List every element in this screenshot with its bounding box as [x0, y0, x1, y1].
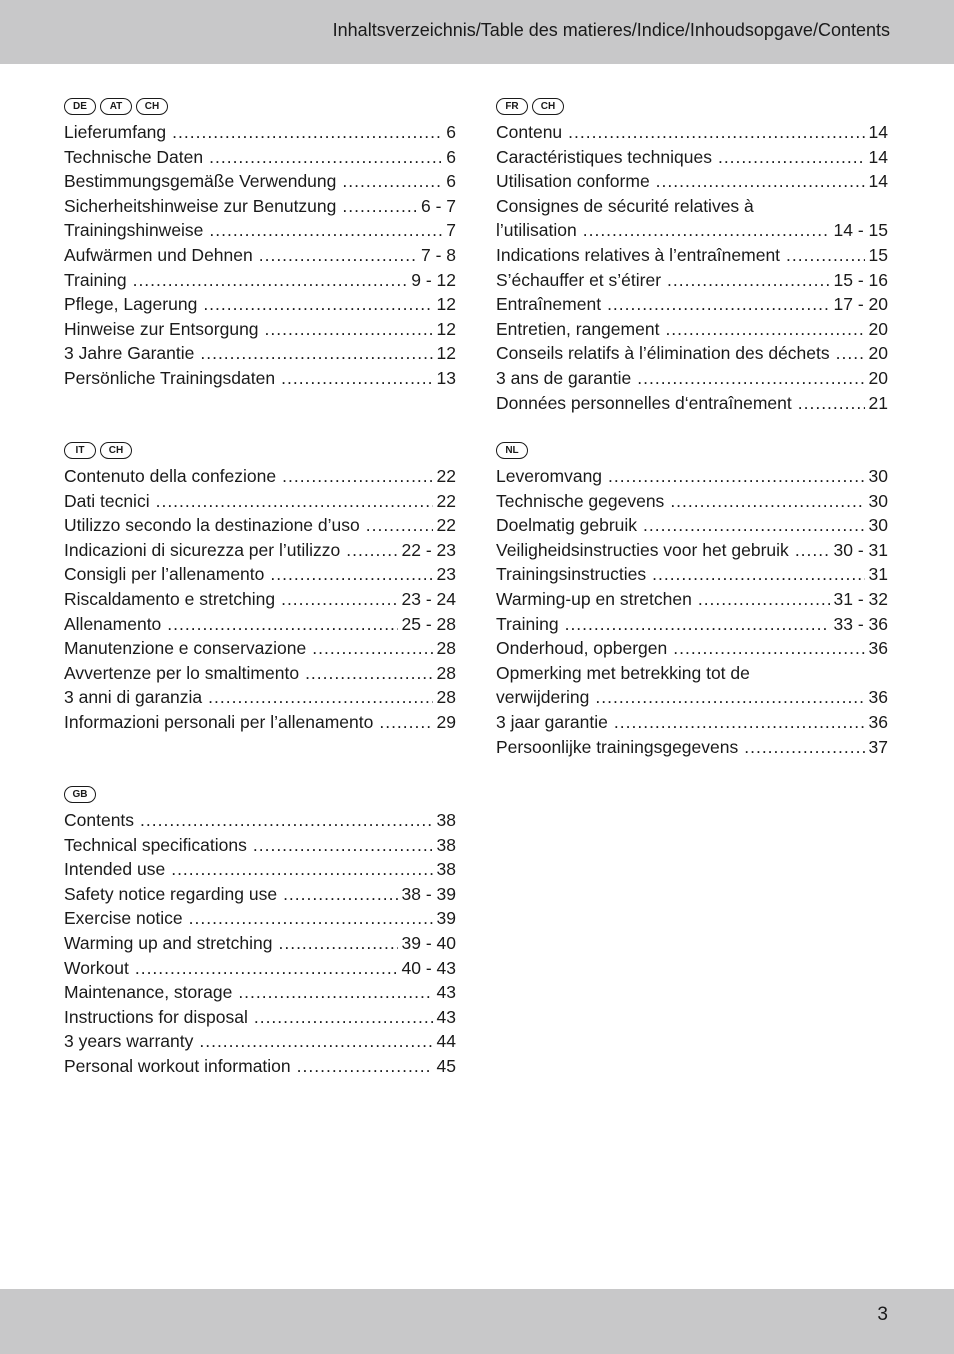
dot-leader — [259, 243, 417, 262]
toc-entry-page: 15 - 16 — [833, 269, 888, 290]
toc-section-fr — [496, 95, 888, 415]
toc-entry-label: Conseils relatifs à l’élimination des déchets — [496, 343, 830, 364]
toc-entry-page: 28 — [436, 662, 456, 683]
toc-list — [64, 808, 456, 1079]
toc-list — [64, 120, 456, 391]
toc-entry — [64, 489, 456, 514]
toc-entry-label: Utilisation conforme — [496, 171, 650, 192]
toc-entry-label: Avvertenze per lo smaltimento — [64, 662, 300, 683]
toc-entry-label: Allenamento — [64, 613, 162, 634]
toc-entry — [496, 292, 888, 317]
toc-entry-label: Lieferumfang — [64, 122, 167, 142]
toc-entry-page: 44 — [436, 1031, 456, 1052]
toc-entry — [496, 464, 888, 489]
toc-entry — [64, 341, 456, 366]
toc-entry-page: 43 — [436, 1006, 456, 1027]
toc-entry — [64, 685, 456, 710]
country-code-badge: CH — [136, 98, 168, 115]
header-bar — [0, 0, 954, 64]
dot-leader — [281, 587, 397, 606]
toc-entry-label: Données personnelles d‘entraînement — [496, 392, 792, 413]
toc-entry-page: 7 - 8 — [420, 244, 456, 265]
toc-entry — [64, 538, 456, 563]
toc-entry-page: 14 — [868, 146, 888, 167]
toc-entry-page: 14 — [868, 122, 888, 142]
toc-entry-label: Safety notice regarding use — [64, 883, 278, 904]
dot-leader — [209, 218, 442, 237]
toc-entry-label: Onderhoud, opbergen — [496, 638, 668, 659]
dot-leader — [189, 906, 433, 925]
toc-entry — [496, 243, 888, 268]
dot-leader — [614, 710, 865, 729]
dot-leader — [305, 661, 432, 680]
toc-entry-label: Technische gegevens — [496, 490, 665, 511]
toc-entry-label: 3 years warranty — [64, 1031, 194, 1052]
toc-entry-label: S’échauffer et s’étirer — [496, 269, 662, 290]
dot-leader — [565, 612, 830, 631]
toc-entry-page: 36 — [868, 638, 888, 659]
dot-leader — [278, 931, 397, 950]
toc-entry-label: Persönliche Trainingsdaten — [64, 367, 276, 388]
toc-entry — [64, 587, 456, 612]
toc-entry — [496, 513, 888, 538]
toc-entry — [64, 661, 456, 686]
toc-entry-page: 25 - 28 — [401, 613, 456, 634]
toc-entry-page: 22 — [436, 466, 456, 486]
toc-entry-label: Technische Daten — [64, 146, 204, 167]
toc-entry-page: 28 — [436, 638, 456, 659]
toc-section-nl — [496, 439, 888, 759]
dot-leader — [607, 292, 829, 311]
dot-leader — [718, 145, 865, 164]
toc-entry — [64, 169, 456, 194]
toc-entry-label: Dati tecnici — [64, 490, 150, 511]
dot-leader — [656, 169, 865, 188]
toc-entry-page: 30 - 31 — [833, 539, 888, 560]
toc-entry-label: Veiligheidsinstructies voor het gebruik — [496, 539, 789, 560]
dot-leader — [786, 243, 864, 262]
toc-entry — [64, 194, 456, 219]
dot-leader — [312, 636, 432, 655]
toc-entry — [496, 587, 888, 612]
toc-entry-page: 45 — [436, 1055, 456, 1076]
toc-entry-label: Manutenzione e conservazione — [64, 638, 307, 659]
footer-bar — [0, 1289, 954, 1354]
toc-list — [496, 120, 888, 415]
toc-entry — [64, 710, 456, 735]
page-title: Inhaltsverzeichnis/Table des matieres/Indice/Inhoudsopgave/Contents — [332, 20, 890, 40]
toc-entry-label: Caractéristiques techniques — [496, 146, 712, 167]
toc-entry — [64, 268, 456, 293]
toc-entry-label: Instructions for disposal — [64, 1006, 248, 1027]
toc-entry-page: 6 — [446, 146, 456, 167]
toc-entry-page: 14 - 15 — [833, 220, 888, 241]
toc-entry-page: 31 - 32 — [833, 588, 888, 609]
toc-entry-page: 6 — [446, 122, 456, 142]
dot-leader — [667, 268, 829, 287]
toc-entry-page: 20 — [868, 367, 888, 388]
toc-entry — [64, 464, 456, 489]
toc-entry-page: 12 — [436, 343, 456, 364]
dot-leader — [199, 1029, 432, 1048]
language-badges — [64, 439, 456, 461]
toc-entry-page: 17 - 20 — [833, 294, 888, 315]
dot-leader — [140, 808, 432, 827]
toc-entry-label: Persoonlijke trainingsgegevens — [496, 736, 739, 757]
toc-list — [64, 464, 456, 735]
toc-entry-label: Technical specifications — [64, 834, 247, 855]
toc-entry — [64, 145, 456, 170]
toc-entry-label: Warming-up en stretchen — [496, 588, 692, 609]
dot-leader — [133, 268, 408, 287]
toc-entry-label: Riscaldamento e stretching — [64, 588, 276, 609]
toc-entry — [64, 1029, 456, 1054]
toc-entry-page: 33 - 36 — [833, 613, 888, 634]
toc-entry — [64, 612, 456, 637]
toc-entry — [64, 562, 456, 587]
toc-entry-page: 12 — [436, 294, 456, 315]
toc-entry — [496, 661, 888, 710]
page-number: 3 — [877, 1304, 888, 1325]
toc-entry-label: Indicazioni di sicurezza per l’utilizzo — [64, 539, 341, 560]
toc-section-it — [64, 439, 456, 735]
toc-entry-label: Entretien, rangement — [496, 318, 660, 339]
toc-entry — [64, 218, 456, 243]
toc-entry-page: 9 - 12 — [411, 269, 456, 290]
dot-leader — [836, 341, 865, 360]
country-code-badge: IT — [64, 442, 96, 459]
language-badges — [64, 783, 456, 805]
toc-entry-page: 22 - 23 — [401, 539, 456, 560]
toc-entry — [496, 391, 888, 416]
dot-leader — [254, 1005, 433, 1024]
toc-entry-page: 28 — [436, 687, 456, 708]
toc-entry — [496, 341, 888, 366]
toc-entry — [496, 169, 888, 194]
toc-entry-page: 30 — [868, 466, 888, 486]
toc-entry — [64, 1005, 456, 1030]
toc-entry-page: 13 — [436, 367, 456, 388]
dot-leader — [156, 489, 433, 508]
toc-entry-page: 39 - 40 — [401, 932, 456, 953]
dot-leader — [652, 562, 864, 581]
toc-entry-label: Maintenance, storage — [64, 982, 233, 1003]
toc-entry-page: 21 — [868, 392, 888, 413]
toc-entry-page: 36 — [868, 711, 888, 732]
toc-entry — [496, 636, 888, 661]
toc-entry — [64, 833, 456, 858]
toc-entry-page: 20 — [868, 343, 888, 364]
toc-entry-label: Contenu — [496, 122, 563, 142]
toc-entry-label: Utilizzo secondo la destinazione d’uso — [64, 515, 360, 536]
toc-entry-label: 3 jaar garantie — [496, 711, 608, 732]
toc-entry-label-line1: Opmerking met betrekking tot de — [496, 662, 750, 683]
dot-leader — [673, 636, 864, 655]
toc-entry-label: Sicherheitshinweise zur Benutzung — [64, 195, 337, 216]
language-badges — [64, 95, 456, 117]
toc-entry-page: 22 — [436, 490, 456, 511]
toc-entry-page: 29 — [436, 711, 456, 732]
toc-entry-label: Trainingsinstructies — [496, 564, 647, 585]
dot-leader — [265, 317, 433, 336]
toc-entry — [64, 882, 456, 907]
dot-leader — [342, 169, 442, 188]
toc-entry-page: 23 — [436, 564, 456, 585]
toc-entry — [64, 906, 456, 931]
toc-entry-page: 6 — [446, 171, 456, 192]
toc-entry-page: 30 — [868, 515, 888, 536]
toc-entry-label: 3 ans de garantie — [496, 367, 632, 388]
dot-leader — [172, 120, 442, 139]
toc-entry — [64, 243, 456, 268]
toc-entry — [496, 317, 888, 342]
dot-leader — [209, 145, 442, 164]
toc-entry-page: 20 — [868, 318, 888, 339]
toc-entry-page: 31 — [868, 564, 888, 585]
toc-entry-label: Indications relatives à l’entraînement — [496, 244, 781, 265]
toc-entry-label: Warming up and stretching — [64, 932, 273, 953]
dot-leader — [608, 464, 864, 483]
toc-entry-page: 14 — [868, 171, 888, 192]
toc-entry — [64, 292, 456, 317]
dot-leader — [595, 685, 864, 704]
toc-entry-label: Workout — [64, 957, 129, 978]
toc-entry-label: Contenuto della confezione — [64, 466, 277, 486]
toc-entry-label: Contents — [64, 810, 135, 830]
toc-entry — [496, 562, 888, 587]
toc-entry-page: 40 - 43 — [401, 957, 456, 978]
toc-entry-label: Entraînement — [496, 294, 602, 315]
toc-entry-page: 30 — [868, 490, 888, 511]
toc-entry-page: 36 — [868, 687, 888, 708]
dot-leader — [379, 710, 432, 729]
toc-entry — [64, 857, 456, 882]
toc-entry-label: Trainingshinweise — [64, 220, 204, 241]
toc-entry — [64, 808, 456, 833]
dot-leader — [208, 685, 432, 704]
country-code-badge: GB — [64, 786, 96, 803]
toc-entry — [64, 980, 456, 1005]
dot-leader — [200, 341, 432, 360]
toc-entry-label: Training — [64, 269, 127, 290]
toc-entry — [496, 366, 888, 391]
dot-leader — [297, 1054, 433, 1073]
toc-entry-page: 37 — [868, 736, 888, 757]
toc-entry-page: 38 — [436, 859, 456, 880]
dot-leader — [270, 562, 432, 581]
toc-entry-page: 15 — [868, 244, 888, 265]
toc-entry-label: Training — [496, 613, 559, 634]
toc-entry-page: 43 — [436, 982, 456, 1003]
dot-leader — [238, 980, 432, 999]
dot-leader — [670, 489, 864, 508]
country-code-badge: AT — [100, 98, 132, 115]
toc-entry-label: Doelmatig gebruik — [496, 515, 638, 536]
toc-entry — [496, 120, 888, 145]
toc-entry-label: Leveromvang — [496, 466, 603, 486]
language-badges — [496, 439, 888, 461]
toc-entry — [496, 489, 888, 514]
toc-entry — [64, 636, 456, 661]
toc-entry — [64, 1054, 456, 1079]
toc-entry-label: Consigli per l’allenamento — [64, 564, 265, 585]
toc-entry — [64, 513, 456, 538]
toc-entry-label: Aufwärmen und Dehnen — [64, 244, 253, 265]
toc-entry-label: Pflege, Lagerung — [64, 294, 198, 315]
toc-entry-label: l’utilisation — [496, 220, 577, 241]
toc-entry-page: 38 — [436, 834, 456, 855]
toc-entry-label: Bestimmungsgemäße Verwendung — [64, 171, 337, 192]
toc-entry-label: 3 Jahre Garantie — [64, 343, 195, 364]
dot-leader — [281, 366, 432, 385]
country-code-badge: CH — [532, 98, 564, 115]
toc-entry — [496, 268, 888, 293]
toc-entry-page: 7 — [446, 220, 456, 241]
dot-leader — [135, 956, 398, 975]
toc-entry-label: Hinweise zur Entsorgung — [64, 318, 259, 339]
toc-entry-page: 6 - 7 — [420, 195, 456, 216]
dot-leader — [795, 538, 830, 557]
toc-entry — [496, 538, 888, 563]
dot-leader — [342, 194, 417, 213]
dot-leader — [665, 317, 864, 336]
toc-entry-label: 3 anni di garanzia — [64, 687, 203, 708]
toc-entry-page: 22 — [436, 515, 456, 536]
toc-entry-label: Informazioni personali per l’allenamento — [64, 711, 374, 732]
toc-entry-page: 38 — [436, 810, 456, 830]
toc-entry-label: Exercise notice — [64, 908, 183, 929]
toc-entry — [496, 194, 888, 243]
toc-entry-label: verwijdering — [496, 687, 590, 708]
country-code-badge: FR — [496, 98, 528, 115]
dot-leader — [798, 391, 865, 410]
toc-entry — [496, 710, 888, 735]
dot-leader — [568, 120, 864, 139]
toc-entry — [496, 735, 888, 760]
toc-entry-page: 38 - 39 — [401, 883, 456, 904]
toc-entry — [64, 317, 456, 342]
toc-entry-page: 23 - 24 — [401, 588, 456, 609]
toc-entry — [64, 931, 456, 956]
country-code-badge: NL — [496, 442, 528, 459]
dot-leader — [253, 833, 433, 852]
dot-leader — [744, 735, 864, 754]
dot-leader — [282, 464, 432, 483]
toc-section-gb — [64, 783, 456, 1079]
dot-leader — [366, 513, 433, 532]
toc-list — [496, 464, 888, 759]
dot-leader — [637, 366, 864, 385]
toc-entry — [64, 120, 456, 145]
toc-entry — [64, 956, 456, 981]
dot-leader — [167, 612, 397, 631]
toc-entry — [496, 612, 888, 637]
country-code-badge: CH — [100, 442, 132, 459]
toc-entry — [496, 145, 888, 170]
toc-entry — [64, 366, 456, 391]
country-code-badge: DE — [64, 98, 96, 115]
toc-entry-label: Intended use — [64, 859, 166, 880]
toc-entry-page: 12 — [436, 318, 456, 339]
dot-leader — [203, 292, 432, 311]
toc-entry-label-line1: Consignes de sécurité relatives à — [496, 195, 754, 216]
toc-entry-label: Personal workout information — [64, 1055, 291, 1076]
dot-leader — [643, 513, 864, 532]
dot-leader — [583, 218, 830, 237]
language-badges — [496, 95, 888, 117]
toc-entry-page: 39 — [436, 908, 456, 929]
toc-section-de — [64, 95, 456, 391]
dot-leader — [698, 587, 830, 606]
dot-leader — [283, 882, 397, 901]
dot-leader — [171, 857, 432, 876]
dot-leader — [346, 538, 397, 557]
